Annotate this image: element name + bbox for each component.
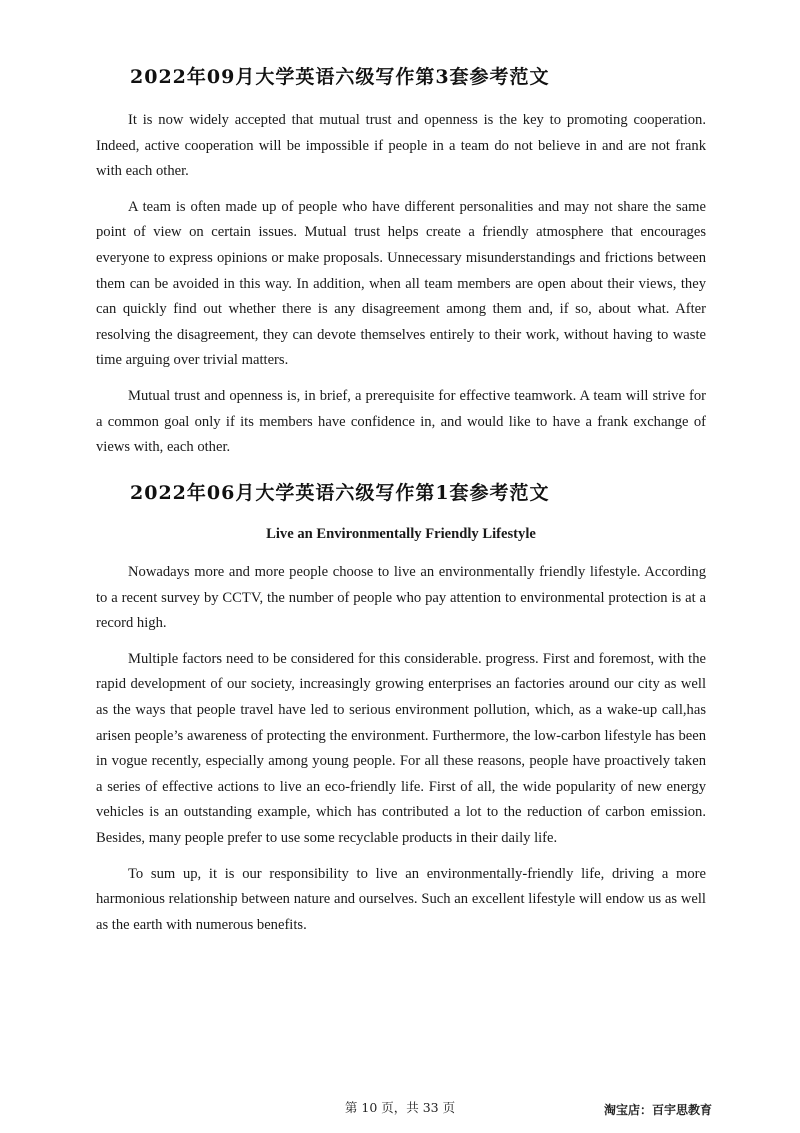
section-1-title: 2022年09月大学英语六级写作第3套参考范文 <box>130 66 550 88</box>
page-number: 第 10 页，共 33 页 <box>344 1100 456 1115</box>
section-2-essay <box>96 560 706 948</box>
shop-label: 淘宝店：百宇思教育 <box>603 1103 712 1117</box>
section-2-paragraph-3: To sum up, it is our responsibility to live an environmentally-friendly life, driving a more harmonious relationship between nature and ourselves. Such an excellent lifestyle will endow us as well as the earth with numerous benefits. <box>96 865 706 933</box>
section-2-paragraph-1: Nowadays more and more people choose to live an environmentally friendly lifestyle. According to a recent survey by CCTV, the number of people who pay attention to environmental protection is at a record high. <box>96 564 706 632</box>
section-1-paragraph-2: A team is often made up of people who have different personalities and may not share the same point of view on certain issues. Mutual trust helps create a friendly atmosphere that encourages everyone to express opinions or make proposals. Unnecessary misunderstandings and frictions between them can be avoided in this way. In addition, when all team members are open about their views, they can quickly find out whether there is any disagreement among them and, if so, about what. After resolving the disagreement, they can devote themselves entirely to their work, without having to waste time arguing over trivial matters. <box>96 198 706 369</box>
section-1-paragraph-3: Mutual trust and openness is, in brief, a prerequisite for effective teamwork. A team will strive for a common goal only if its members have confidence in, and would like to have a frank exchange of views with, each other. <box>96 387 706 456</box>
section-2-paragraph-2: Multiple factors need to be considered for this considerable. progress. First and foremost, with the rapid development of our society, increasingly growing enterprises an factories around our city as well as the ways that people travel have led to serious environment pollution, which, as a wake-up call,has arisen people’s awareness of protecting the environment. Furthermore, the low-carbon lifestyle has been in vogue recently, especially among young people. For all these reasons, people have proactively taken a series of effective actions to live an eco-friendly life. First of all, the wide popularity of new energy vehicles is an outstanding example, which has contributed a lot to the reduction of carbon emission. Besides, many people prefer to use some recyclable products in their daily life. <box>96 650 706 846</box>
section-2-title: 2022年06月大学英语六级写作第1套参考范文 <box>130 482 550 504</box>
section-1-essay <box>96 108 706 471</box>
section-1-paragraph-1: It is now widely accepted that mutual trust and openness is the key to promoting cooperation. Indeed, active cooperation will be impossible if people in a team do not believe in and are not frank with each other. <box>96 112 706 180</box>
essay-heading: Live an Environmentally Friendly Lifestyle <box>266 526 536 542</box>
